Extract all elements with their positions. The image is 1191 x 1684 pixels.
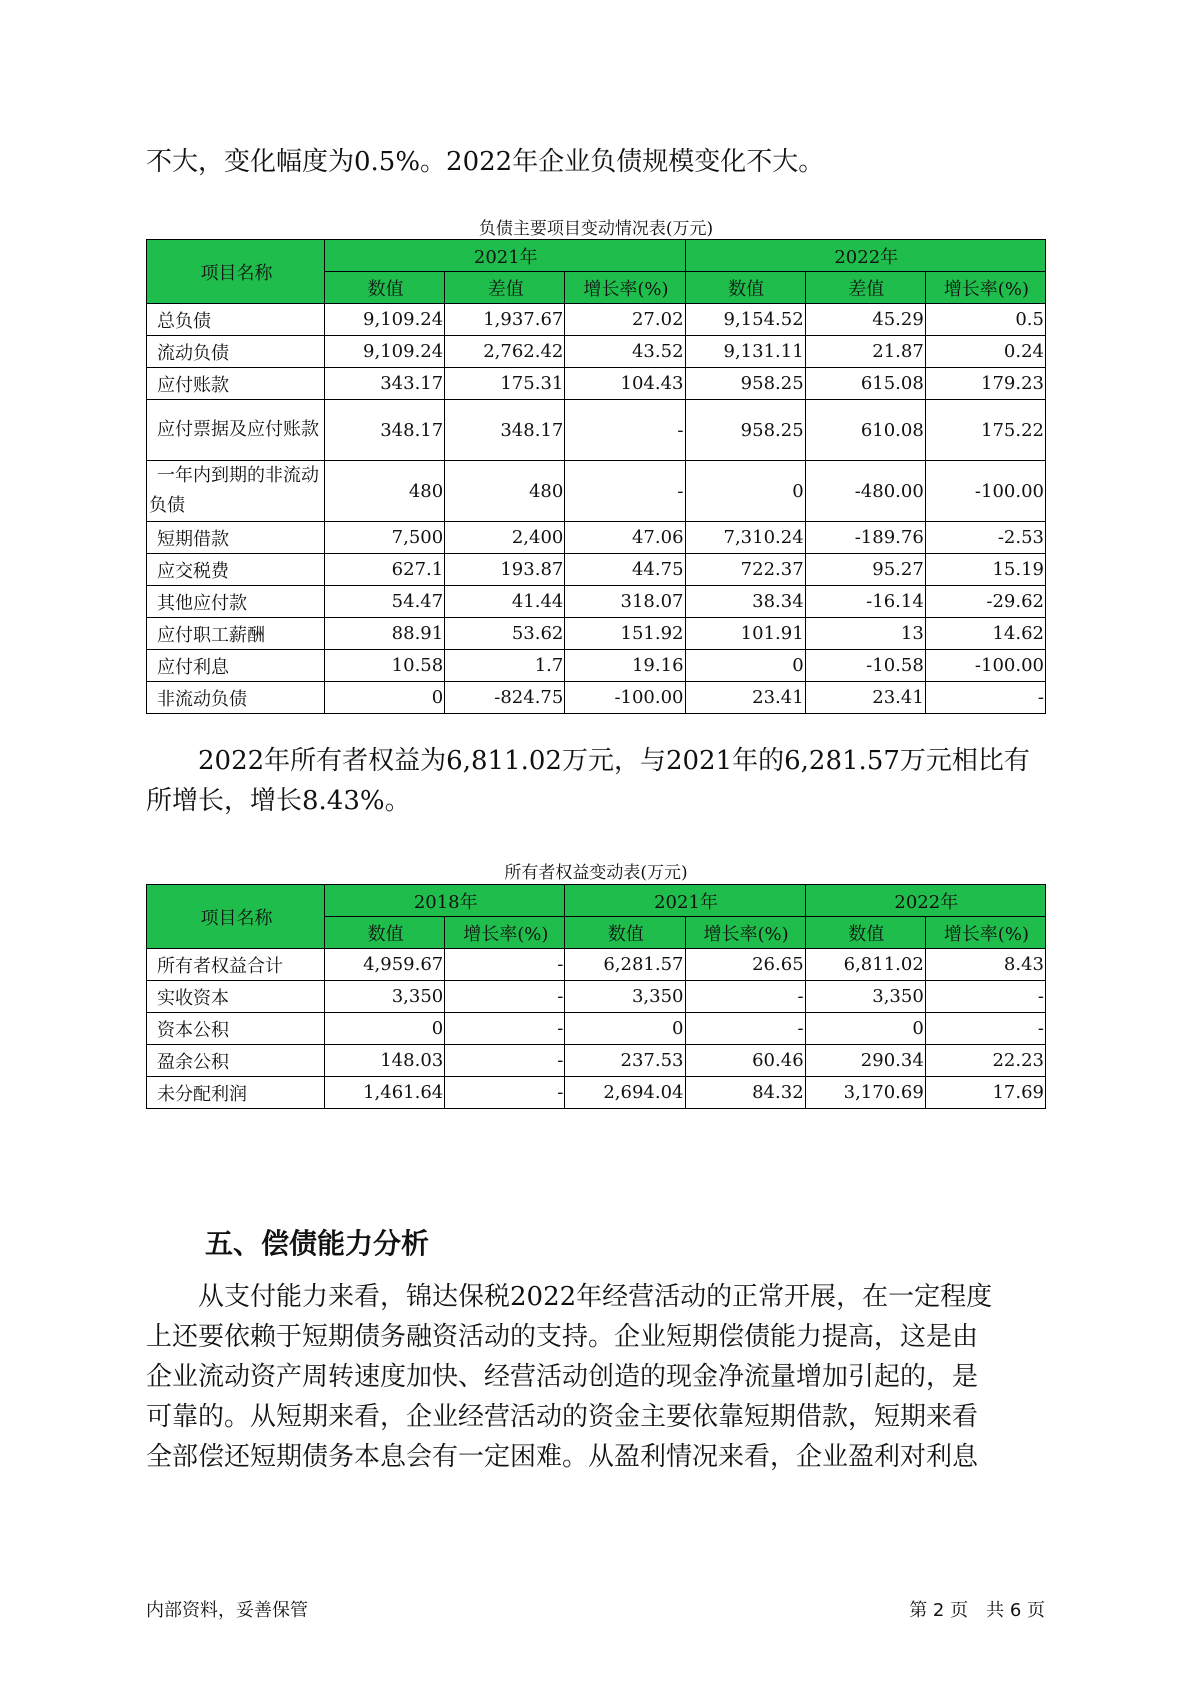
- row-name-cell: 一年内到期的非流动负债: [147, 461, 325, 522]
- equity-line-1: 2022年所有者权益为6,811.02万元，与2021年的6,281.57万元相比有: [198, 746, 1030, 776]
- diff-2022-cell: -480.00: [805, 461, 925, 522]
- equity-table: [146, 884, 1046, 1109]
- header-rate: 增长率(%): [565, 272, 685, 304]
- solvency-line: 企业流动资产周转速度加快、经营活动创造的现金净流量增加引起的，是: [146, 1362, 979, 1392]
- value-2021-cell: 0: [325, 682, 445, 714]
- table-row: [147, 1045, 1046, 1077]
- diff-2021-cell: 1,937.67: [445, 304, 565, 336]
- diff-2021-cell: 348.17: [445, 400, 565, 461]
- header-rate: 增长率(%): [685, 917, 805, 949]
- row-name-cell: 应付票据及应付账款: [147, 400, 325, 461]
- header-value: 数值: [325, 917, 445, 949]
- rate-2021-cell: 60.46: [685, 1045, 805, 1077]
- intro-line: 不大，变化幅度为0.5%。2022年企业负债规模变化不大。: [146, 147, 825, 177]
- row-name-cell: 盈余公积: [147, 1045, 325, 1077]
- row-name-cell: 资本公积: [147, 1013, 325, 1045]
- table-row: [147, 522, 1046, 554]
- header-year-2021: 2021年: [565, 885, 805, 917]
- value-2022-cell: 722.37: [685, 554, 805, 586]
- rate-2021-cell: 26.65: [685, 949, 805, 981]
- table-row: [147, 400, 1046, 461]
- header-year-2021: 2021年: [325, 240, 685, 272]
- table-row: [147, 1077, 1046, 1109]
- equity-line-2: 所增长，增长8.43%。: [146, 786, 411, 816]
- solvency-line: 全部偿还短期债务本息会有一定困难。从盈利情况来看，企业盈利对利息: [146, 1442, 979, 1472]
- table-row: [147, 949, 1046, 981]
- section-heading: 五、偿债能力分析: [205, 1227, 430, 1260]
- row-name-cell: 其他应付款: [147, 586, 325, 618]
- rate-2022-cell: 0.5: [925, 304, 1045, 336]
- rate-2022-cell: 179.23: [925, 368, 1045, 400]
- header-rate: 增长率(%): [925, 272, 1045, 304]
- row-name-cell: 应付账款: [147, 368, 325, 400]
- value-2021-cell: 7,500: [325, 522, 445, 554]
- rate-2022-cell: -2.53: [925, 522, 1045, 554]
- rate-2021-cell: -: [685, 1013, 805, 1045]
- diff-2022-cell: 95.27: [805, 554, 925, 586]
- rate-2022-cell: 8.43: [925, 949, 1045, 981]
- rate-2022-cell: 15.19: [925, 554, 1045, 586]
- diff-2021-cell: -824.75: [445, 682, 565, 714]
- header-diff: 差值: [445, 272, 565, 304]
- value-2022-cell: 9,154.52: [685, 304, 805, 336]
- value-2021-cell: 9,109.24: [325, 336, 445, 368]
- row-name-cell: 未分配利润: [147, 1077, 325, 1109]
- rate-2022-cell: -: [925, 682, 1045, 714]
- rate-2018-cell: -: [445, 1013, 565, 1045]
- value-2021-cell: 627.1: [325, 554, 445, 586]
- value-2022-cell: 38.34: [685, 586, 805, 618]
- rate-2018-cell: -: [445, 981, 565, 1013]
- value-2021-cell: 54.47: [325, 586, 445, 618]
- rate-2022-cell: 0.24: [925, 336, 1045, 368]
- header-rate: 增长率(%): [925, 917, 1045, 949]
- row-name-cell: 应付职工薪酬: [147, 618, 325, 650]
- value-2022-cell: 0: [685, 461, 805, 522]
- table-row: [147, 682, 1046, 714]
- value-2022-cell: 0: [685, 650, 805, 682]
- diff-2021-cell: 53.62: [445, 618, 565, 650]
- value-2021-cell: 3,350: [565, 981, 685, 1013]
- row-name-cell: 总负债: [147, 304, 325, 336]
- row-name-cell: 实收资本: [147, 981, 325, 1013]
- rate-2022-cell: 175.22: [925, 400, 1045, 461]
- header-item-name: 项目名称: [147, 885, 325, 949]
- diff-2022-cell: -10.58: [805, 650, 925, 682]
- rate-2021-cell: 47.06: [565, 522, 685, 554]
- rate-2022-cell: -: [925, 981, 1045, 1013]
- rate-2022-cell: -100.00: [925, 650, 1045, 682]
- value-2021-cell: 237.53: [565, 1045, 685, 1077]
- row-name-cell: 流动负债: [147, 336, 325, 368]
- table-row: [147, 981, 1046, 1013]
- value-2022-cell: 6,811.02: [805, 949, 925, 981]
- value-2021-cell: 480: [325, 461, 445, 522]
- value-2018-cell: 0: [325, 1013, 445, 1045]
- rate-2021-cell: 151.92: [565, 618, 685, 650]
- value-2022-cell: 101.91: [685, 618, 805, 650]
- table-row: [147, 618, 1046, 650]
- equity-paragraph: [146, 741, 1046, 821]
- table-row: [147, 461, 1046, 522]
- table-row: [147, 554, 1046, 586]
- value-2022-cell: 7,310.24: [685, 522, 805, 554]
- table-row: [147, 650, 1046, 682]
- diff-2022-cell: 45.29: [805, 304, 925, 336]
- row-name-cell: 应付利息: [147, 650, 325, 682]
- table-row: [147, 586, 1046, 618]
- header-value: 数值: [685, 272, 805, 304]
- value-2022-cell: 3,170.69: [805, 1077, 925, 1109]
- rate-2022-cell: -: [925, 1013, 1045, 1045]
- diff-2021-cell: 2,762.42: [445, 336, 565, 368]
- value-2022-cell: 3,350: [805, 981, 925, 1013]
- header-value: 数值: [805, 917, 925, 949]
- diff-2022-cell: 23.41: [805, 682, 925, 714]
- diff-2022-cell: 610.08: [805, 400, 925, 461]
- diff-2021-cell: 2,400: [445, 522, 565, 554]
- value-2018-cell: 3,350: [325, 981, 445, 1013]
- diff-2021-cell: 1.7: [445, 650, 565, 682]
- header-value: 数值: [325, 272, 445, 304]
- value-2018-cell: 4,959.67: [325, 949, 445, 981]
- liability-table: [146, 239, 1046, 714]
- footer-page-number: 第 2 页 共 6 页: [909, 1600, 1045, 1621]
- value-2022-cell: 290.34: [805, 1045, 925, 1077]
- value-2018-cell: 148.03: [325, 1045, 445, 1077]
- table-row: [147, 304, 1046, 336]
- diff-2021-cell: 175.31: [445, 368, 565, 400]
- solvency-line: 可靠的。从短期来看，企业经营活动的资金主要依靠短期借款，短期来看: [146, 1402, 979, 1432]
- diff-2021-cell: 193.87: [445, 554, 565, 586]
- table-row: [147, 336, 1046, 368]
- value-2022-cell: 23.41: [685, 682, 805, 714]
- row-name-cell: 短期借款: [147, 522, 325, 554]
- table-row: [147, 1013, 1046, 1045]
- value-2021-cell: 6,281.57: [565, 949, 685, 981]
- value-2022-cell: 958.25: [685, 400, 805, 461]
- value-2021-cell: 88.91: [325, 618, 445, 650]
- value-2018-cell: 1,461.64: [325, 1077, 445, 1109]
- row-name-cell: 应交税费: [147, 554, 325, 586]
- rate-2022-cell: -29.62: [925, 586, 1045, 618]
- rate-2021-cell: 84.32: [685, 1077, 805, 1109]
- diff-2021-cell: 480: [445, 461, 565, 522]
- diff-2022-cell: 13: [805, 618, 925, 650]
- rate-2021-cell: -: [685, 981, 805, 1013]
- diff-2021-cell: 41.44: [445, 586, 565, 618]
- rate-2021-cell: 43.52: [565, 336, 685, 368]
- header-year-2022: 2022年: [685, 240, 1045, 272]
- equity-table-caption: 所有者权益变动表(万元): [504, 863, 688, 883]
- rate-2018-cell: -: [445, 1045, 565, 1077]
- diff-2022-cell: 21.87: [805, 336, 925, 368]
- rate-2018-cell: -: [445, 1077, 565, 1109]
- header-year-2022: 2022年: [805, 885, 1045, 917]
- row-name-cell: 所有者权益合计: [147, 949, 325, 981]
- value-2022-cell: 958.25: [685, 368, 805, 400]
- diff-2022-cell: -189.76: [805, 522, 925, 554]
- header-value: 数值: [565, 917, 685, 949]
- value-2021-cell: 348.17: [325, 400, 445, 461]
- solvency-paragraph: [146, 1277, 1046, 1477]
- diff-2022-cell: -16.14: [805, 586, 925, 618]
- rate-2021-cell: 318.07: [565, 586, 685, 618]
- diff-2022-cell: 615.08: [805, 368, 925, 400]
- value-2021-cell: 10.58: [325, 650, 445, 682]
- rate-2021-cell: 27.02: [565, 304, 685, 336]
- rate-2022-cell: 22.23: [925, 1045, 1045, 1077]
- rate-2021-cell: 104.43: [565, 368, 685, 400]
- rate-2021-cell: -: [565, 400, 685, 461]
- rate-2021-cell: -100.00: [565, 682, 685, 714]
- value-2022-cell: 0: [805, 1013, 925, 1045]
- rate-2022-cell: -100.00: [925, 461, 1045, 522]
- rate-2018-cell: -: [445, 949, 565, 981]
- value-2021-cell: 9,109.24: [325, 304, 445, 336]
- intro-paragraph: [146, 142, 1046, 182]
- solvency-line: 上还要依赖于短期债务融资活动的支持。企业短期偿债能力提高，这是由: [146, 1322, 979, 1352]
- header-rate: 增长率(%): [445, 917, 565, 949]
- footer-confidential-note: 内部资料，妥善保管: [146, 1600, 308, 1621]
- value-2021-cell: 0: [565, 1013, 685, 1045]
- liability-table-caption: 负债主要项目变动情况表(万元): [478, 219, 714, 239]
- rate-2021-cell: -: [565, 461, 685, 522]
- value-2021-cell: 343.17: [325, 368, 445, 400]
- value-2021-cell: 2,694.04: [565, 1077, 685, 1109]
- value-2022-cell: 9,131.11: [685, 336, 805, 368]
- table-row: [147, 368, 1046, 400]
- row-name-cell: 非流动负债: [147, 682, 325, 714]
- rate-2022-cell: 17.69: [925, 1077, 1045, 1109]
- rate-2021-cell: 44.75: [565, 554, 685, 586]
- rate-2022-cell: 14.62: [925, 618, 1045, 650]
- solvency-line: 从支付能力来看，锦达保税2022年经营活动的正常开展，在一定程度: [146, 1282, 993, 1312]
- header-year-2018: 2018年: [325, 885, 565, 917]
- header-diff: 差值: [805, 272, 925, 304]
- header-item-name: 项目名称: [147, 240, 325, 304]
- rate-2021-cell: 19.16: [565, 650, 685, 682]
